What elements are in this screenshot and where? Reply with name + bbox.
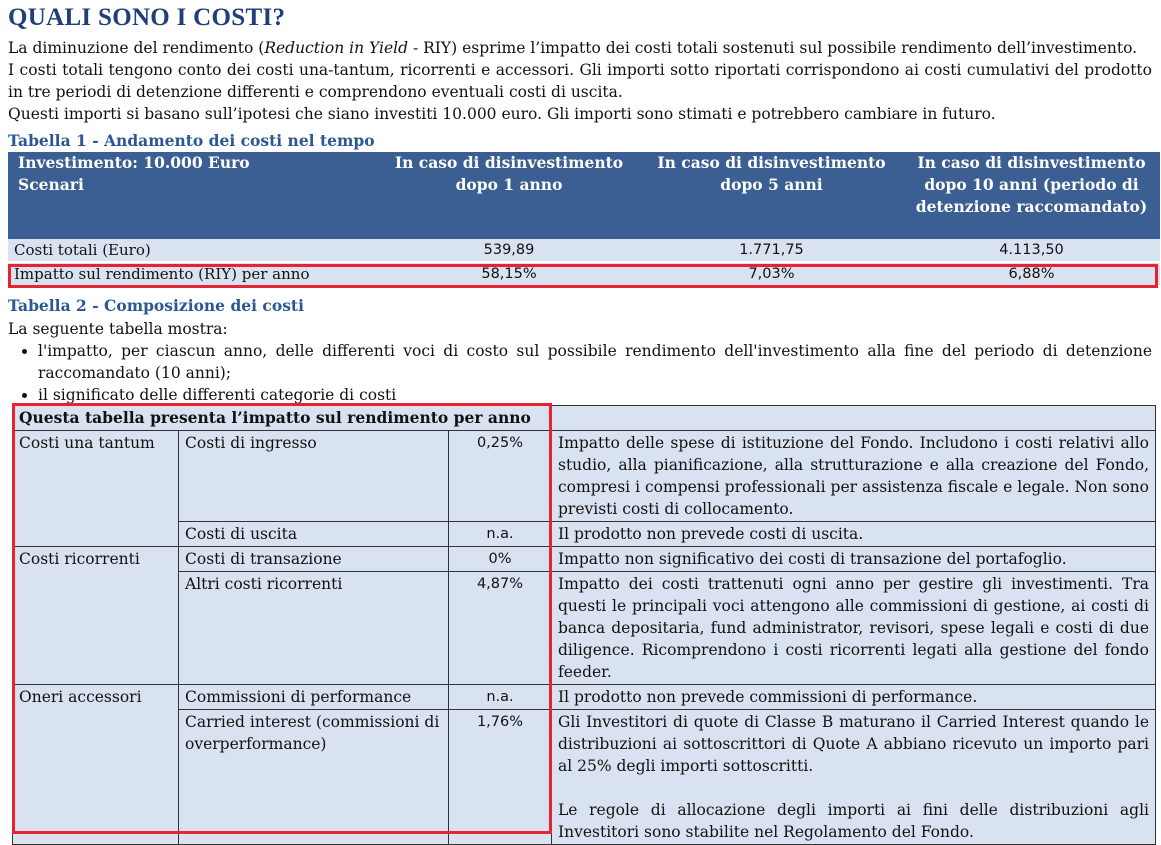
cost-description (552, 710, 1156, 845)
cost-item: Carried interest (commissioni di overperformance) (179, 710, 449, 845)
table-row (13, 522, 1156, 547)
carried-interest-desc-2: Le regole di allocazione degli importi ai fini delle distribuzioni agli Investitori sono stabilite nel Regolamento del Fondo. (558, 801, 1149, 841)
row-label: Costi totali (Euro) (8, 239, 378, 262)
cost-item: Commissioni di performance (179, 685, 449, 710)
cell-value: 6,88% (903, 262, 1160, 285)
intro-text (8, 37, 1152, 125)
table2-header-empty (552, 406, 1156, 431)
cost-description: Il prodotto non prevede commissioni di performance. (552, 685, 1156, 710)
cost-item: Costi di ingresso (179, 431, 449, 522)
cost-value: 4,87% (449, 572, 552, 685)
table-row (13, 431, 1156, 522)
table2-intro (8, 318, 1152, 406)
cost-item: Altri costi ricorrenti (179, 572, 449, 685)
group-label: Costi una tantum (13, 431, 179, 547)
table-row (13, 685, 1156, 710)
costs-composition-table (12, 405, 1156, 845)
table2-header-row (13, 406, 1156, 431)
cost-description: Impatto dei costi trattenuti ogni anno per gestire gli investimenti. Tra questi le principali voci attengono alle commissioni di gestione, ai costi di banca depositaria, fund administrator, revisori, spese legali e costi di due diligence. Ricomprendono i costi ricorrenti legati alla gestione del fondo feeder. (552, 572, 1156, 685)
list-item: • il significato delle differenti categorie di costi (38, 384, 1152, 406)
row-label: Impatto sul rendimento (RIY) per anno (8, 262, 378, 285)
bullet-list (8, 340, 1152, 406)
table-row (13, 710, 1156, 845)
cell-value: 4.113,50 (903, 239, 1160, 262)
cell-value: 539,89 (378, 239, 640, 262)
carried-interest-desc-1: Gli Investitori di quote di Classe B maturano il Carried Interest quando le distribuzioni ai sottoscrittori di Quote A abbiano ricevuto un importo pari al 25% degli importi sottoscritti. (558, 713, 1149, 775)
cost-value: 0% (449, 547, 552, 572)
list-item: • l'impatto, per ciascun anno, delle differenti voci di costo sul possibile rendimento dell'investimento alla fine del periodo di detenzione raccomandato (10 anni); (38, 340, 1152, 384)
cost-description: Il prodotto non prevede costi di uscita. (552, 522, 1156, 547)
table1-header-row (8, 152, 1160, 239)
table-row-total-costs (8, 239, 1160, 262)
costs-over-time-table (8, 152, 1160, 285)
table2-caption: Tabella 2 - Composizione dei costi (8, 296, 304, 315)
page-title: QUALI SONO I COSTI? (8, 4, 286, 31)
cost-description: Impatto non significativo dei costi di transazione del portafoglio. (552, 547, 1156, 572)
table-row (13, 572, 1156, 685)
cost-value: 1,76% (449, 710, 552, 845)
table-row (13, 547, 1156, 572)
group-label: Costi ricorrenti (13, 547, 179, 685)
cost-description: Impatto delle spese di istituzione del Fondo. Includono i costi relativi allo studio, alla pianificazione, alla strutturazione e alla creazione del Fondo, compresi i compensi professionali per assistenza fiscale e legale. Non sono previsti costi di collocamento. (552, 431, 1156, 522)
cost-item: Costi di transazione (179, 547, 449, 572)
table1-header-1-year: In caso di disinvestimento dopo 1 anno (378, 152, 640, 239)
table1-header-scenarios: Investimento: 10.000 Euro Scenari (8, 152, 378, 239)
table2-header: Questa tabella presenta l’impatto sul rendimento per anno (13, 406, 552, 431)
cost-item: Costi di uscita (179, 522, 449, 547)
table-row-riy (8, 262, 1160, 285)
table2-intro-text: La seguente tabella mostra: (8, 320, 228, 338)
cell-value: 1.771,75 (640, 239, 903, 262)
cost-value: 0,25% (449, 431, 552, 522)
group-label: Oneri accessori (13, 685, 179, 845)
table1-header-10-years: In caso di disinvestimento dopo 10 anni (periodo di detenzione raccomandato) (903, 152, 1160, 239)
cell-value: 7,03% (640, 262, 903, 285)
cell-value: 58,15% (378, 262, 640, 285)
intro-paragraph-3: Questi importi si basano sull’ipotesi che siano investiti 10.000 euro. Gli importi sono stimati e potrebbero cambiare in futuro. (8, 105, 996, 123)
table1-header-5-years: In caso di disinvestimento dopo 5 anni (640, 152, 903, 239)
intro-paragraph-2: I costi totali tengono conto dei costi una-tantum, ricorrenti e accessori. Gli importi sotto riportati corrispondono ai costi cumulativi del prodotto in tre periodi di detenzione differenti e comprendono eventuali costi di uscita. (8, 61, 1152, 101)
cost-value: n.a. (449, 685, 552, 710)
table1-caption: Tabella 1 - Andamento dei costi nel tempo (8, 131, 375, 150)
intro-paragraph-1: La diminuzione del rendimento (Reduction in Yield - RIY) esprime l’impatto dei costi totali sostenuti sul possibile rendimento dell’investimento. (8, 39, 1138, 57)
cost-value: n.a. (449, 522, 552, 547)
